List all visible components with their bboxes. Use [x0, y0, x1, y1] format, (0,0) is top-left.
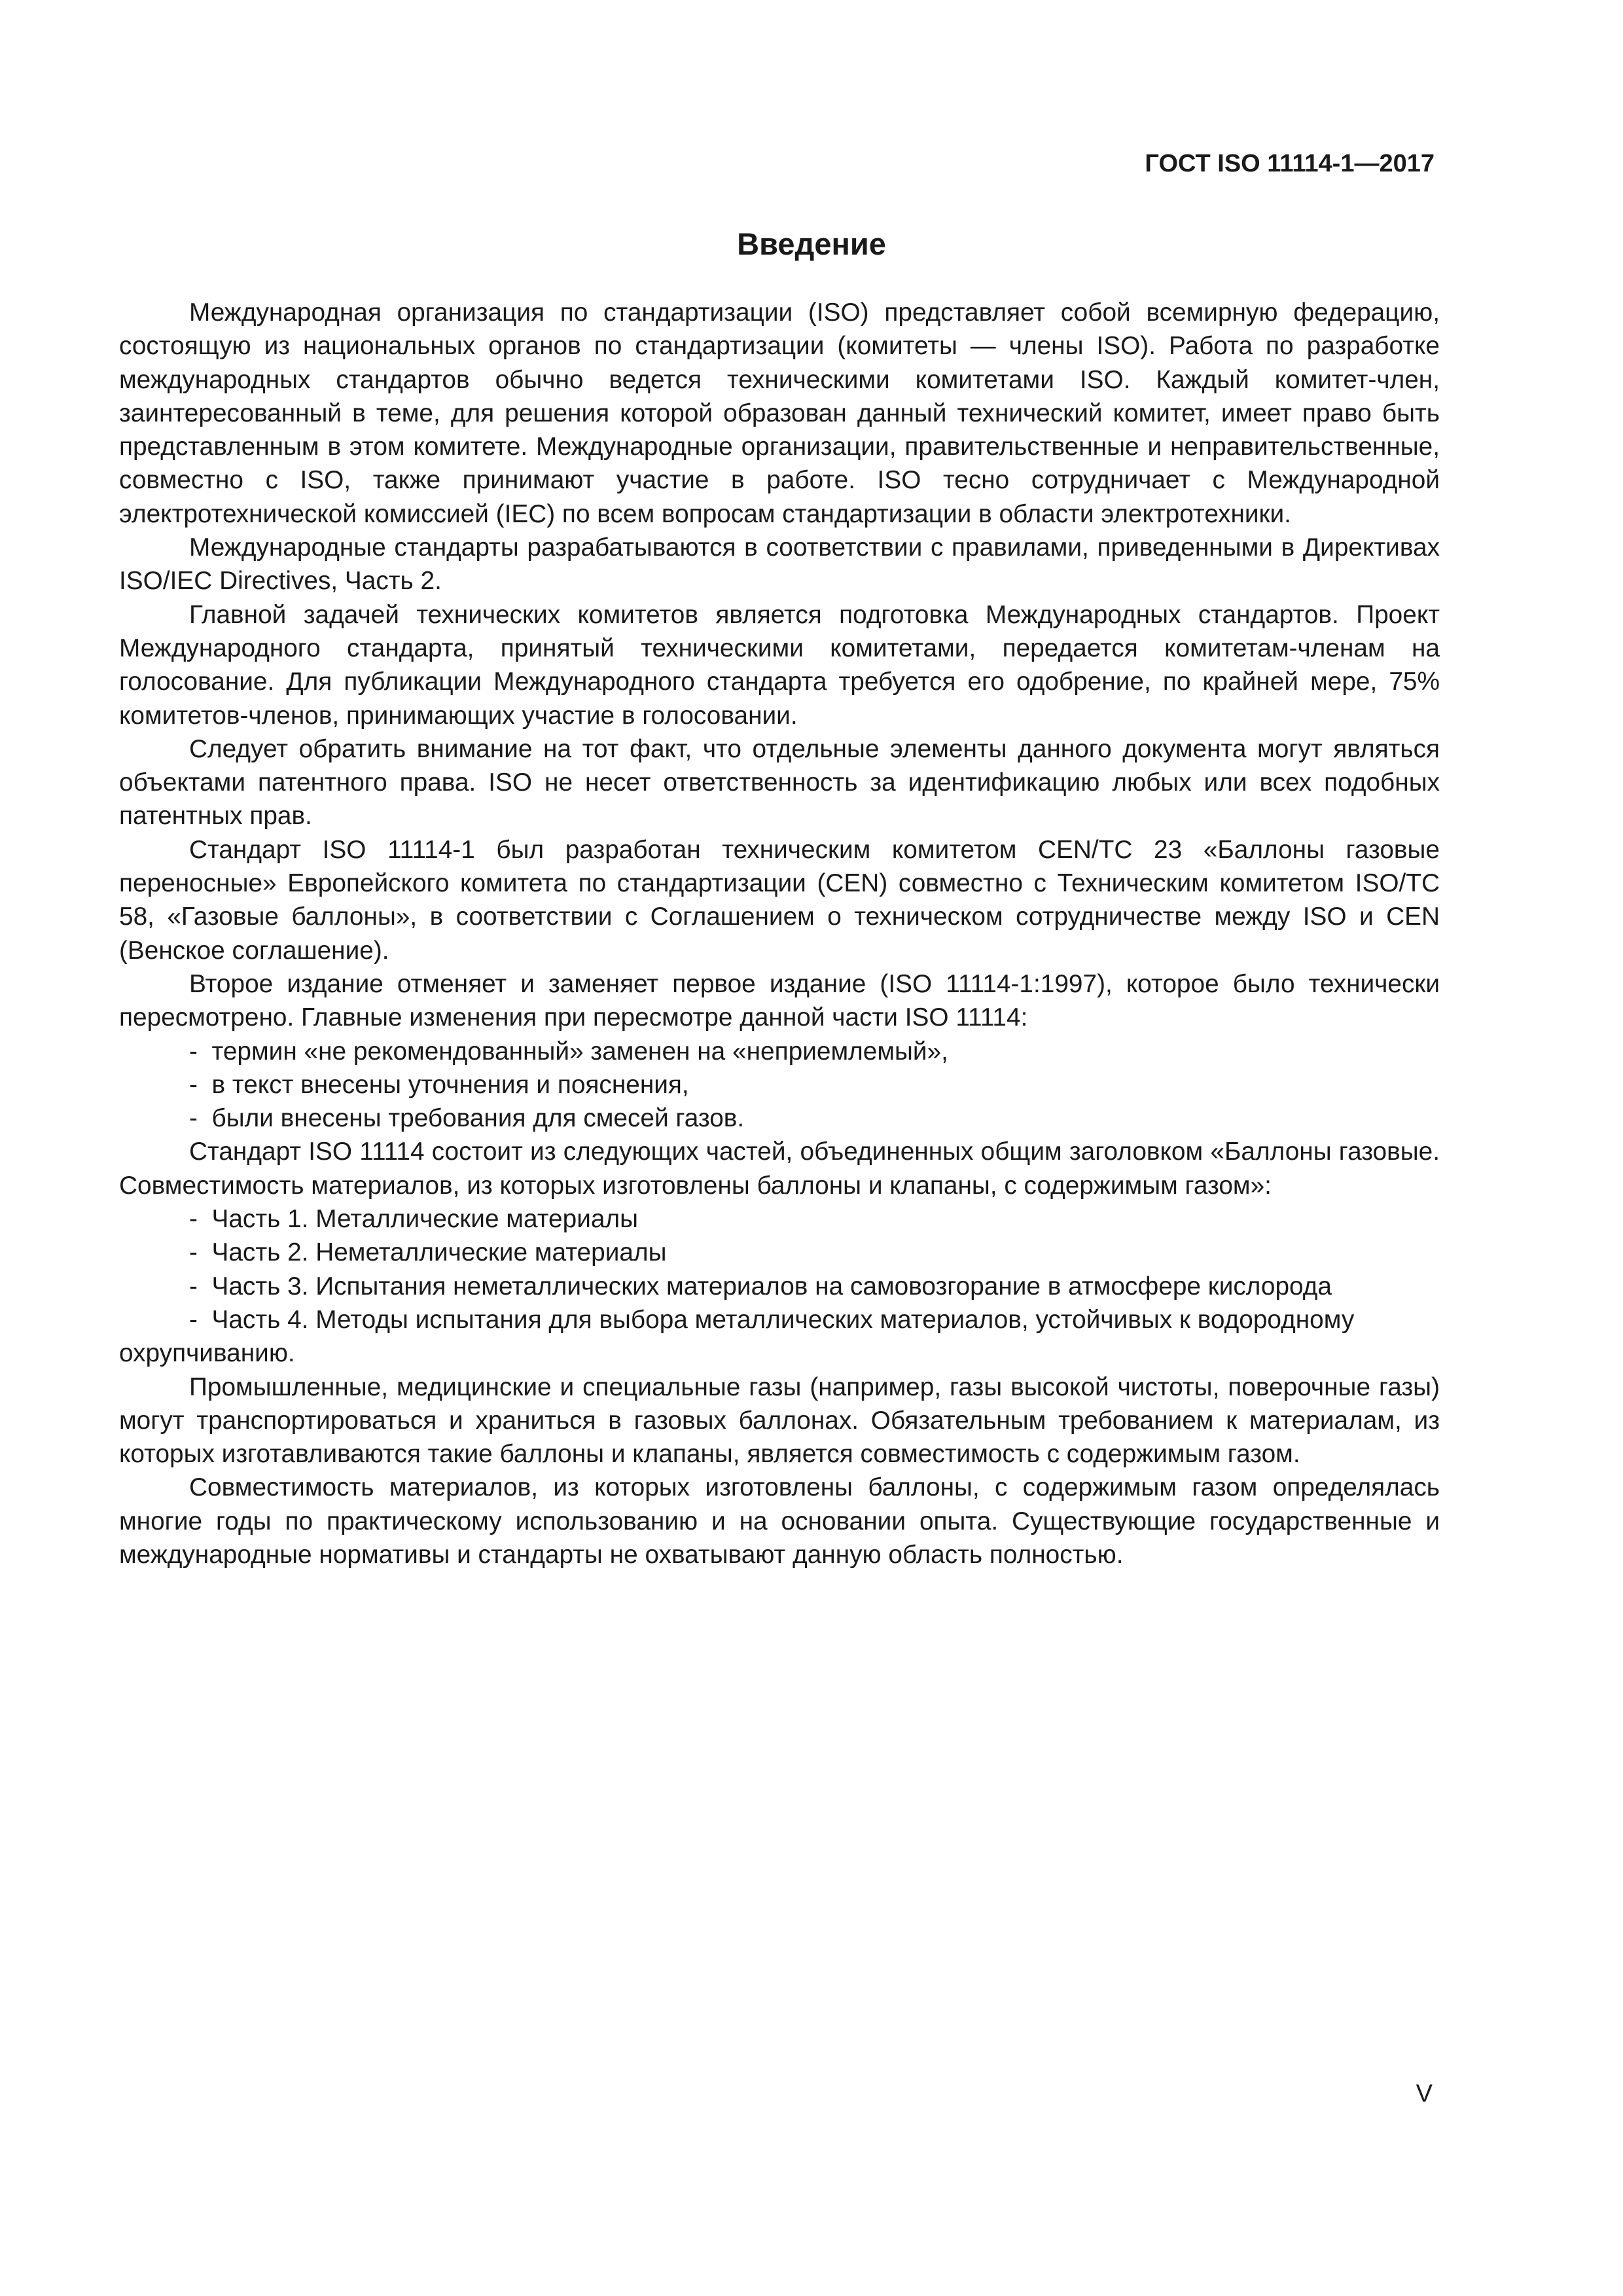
paragraph: Международная организация по стандартизации (ISO) представляет собой всемирную федерацию, состоящую из национальных органов по стандартизации (комитеты — члены ISO). Работа по разработке международных стандартов обычно ведется техническими комитетами ISO. Каждый комитет-член, заинтересованный в теме, для решения которой образован данный технический комитет, имеет право быть представленным в этом комитете. Международные организации, правительственные и неправительственные, совместно с ISO, также принимают участие в работе. ISO тесно сотрудничает с Международной электротехнической комиссией (IEC) по всем вопросам стандартизации в области электротехники.	[119, 298, 1440, 528]
paragraph: Второе издание отменяет и заменяет первое издание (ISO 11114-1:1997), которое было технически пересмотрено. Главные изменения при пересмотре данной части ISO 11114:	[119, 969, 1440, 1032]
list-item: - Часть 2. Неметаллические материалы	[119, 1236, 1440, 1269]
page-number: V	[1416, 2080, 1433, 2108]
list-item: - Часть 3. Испытания неметаллических материалов на самовозгорание в атмосфере кислорода	[119, 1270, 1440, 1303]
list-item: - были внесены требования для смесей газов.	[119, 1102, 1440, 1135]
paragraph: Следует обратить внимание на тот факт, что отдельные элементы данного документа могут являться объектами патентного права. ISO не несет ответственность за идентификацию любых или всех подобных патентных прав.	[119, 734, 1440, 831]
paragraph: Стандарт ISO 11114-1 был разработан техническим комитетом CEN/TC 23 «Баллоны газовые переносные» Европейского комитета по стандартизации (CEN) совместно с Техническим комитетом ISO/TC 58, «Газовые баллоны», в соответствии с Соглашением о техническом сотрудничестве между ISO и CEN (Венское соглашение).	[119, 835, 1440, 965]
paragraph: Промышленные, медицинские и специальные газы (например, газы высокой чистоты, поверочные газы) могут транспортироваться и храниться в газовых баллонах. Обязательным требованием к материалам, из которых изготавливаются такие баллоны и клапаны, является совместимость с содержимым газом.	[119, 1372, 1440, 1469]
paragraph: Международные стандарты разрабатываются в соответствии с правилами, приведенными в Директивах ISO/IEC Directives, Часть 2.	[119, 533, 1440, 596]
document-id-header: ГОСТ ISO 11114-1—2017	[1145, 150, 1435, 177]
parts-list	[119, 1202, 1440, 1370]
paragraph: Главной задачей технических комитетов является подготовка Международных стандартов. Проект Международного стандарта, принятый техническими комитетами, передается комитетам-членам на голосование. Для публикации Международного стандарта требуется его одобрение, по крайней мере, 75% комитетов-членов, принимающих участие в голосовании.	[119, 600, 1440, 730]
paragraph: Совместимость материалов, из которых изготовлены баллоны, с содержимым газом определялась многие годы по практическому использованию и на основании опыта. Существующие государственные и международные нормативы и стандарты не охватывают данную область полностью.	[119, 1473, 1440, 1569]
page-title: Введение	[737, 226, 886, 261]
paragraph: Стандарт ISO 11114 состоит из следующих частей, объединенных общим заголовком «Баллоны газовые. Совместимость материалов, из которых изготовлены баллоны и клапаны, с содержимым газом»:	[119, 1138, 1440, 1200]
document-body	[119, 296, 1440, 1571]
list-item: - термин «не рекомендованный» заменен на «неприемлемый»,	[119, 1035, 1440, 1068]
changes-list	[119, 1035, 1440, 1136]
list-item: - Часть 4. Методы испытания для выбора металлических материалов, устойчивых к водородному охрупчиванию.	[119, 1303, 1440, 1371]
list-item: - Часть 1. Металлические материалы	[119, 1202, 1440, 1236]
list-item: - в текст внесены уточнения и пояснения,	[119, 1068, 1440, 1102]
